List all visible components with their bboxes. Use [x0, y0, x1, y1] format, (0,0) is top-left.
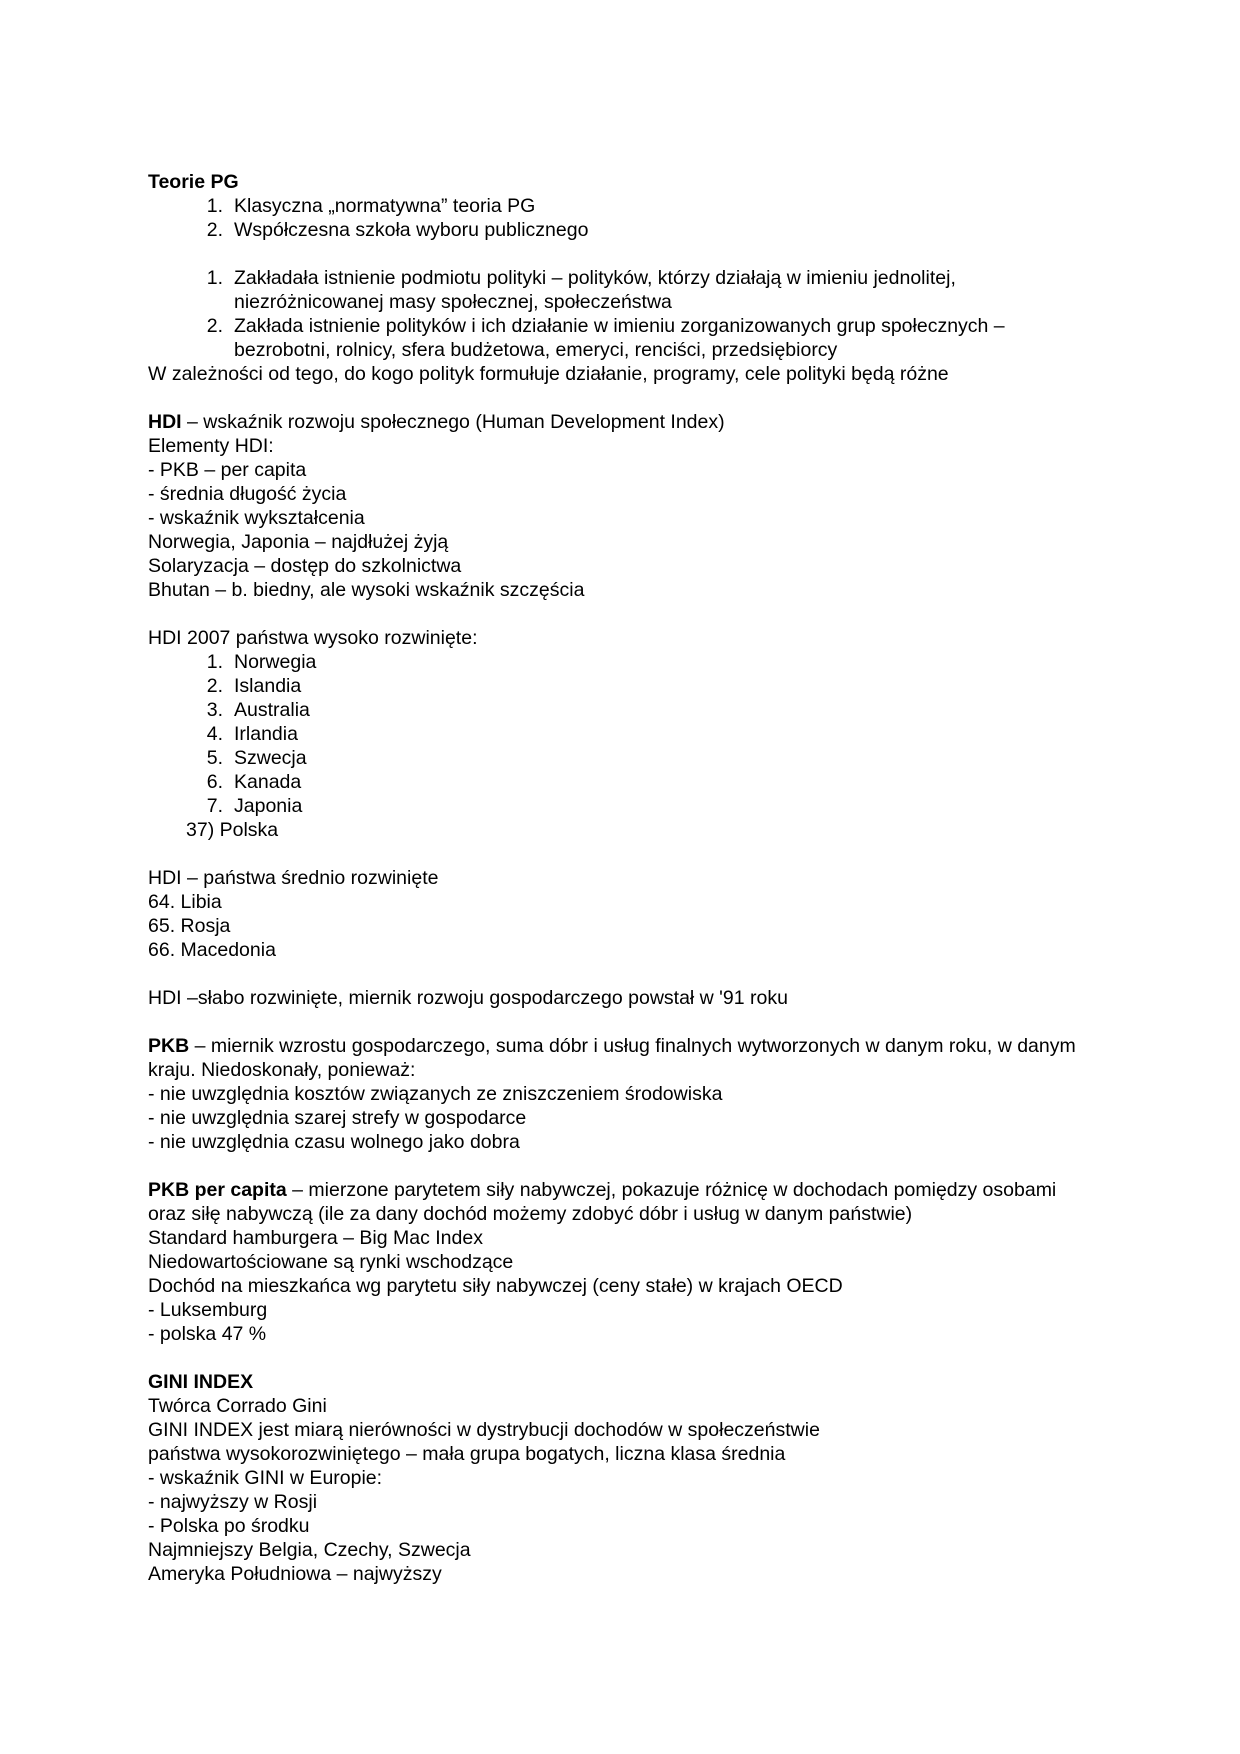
text-line: - Polska po środku: [148, 1515, 310, 1537]
text-line: HDI 2007 państwa wysoko rozwinięte:: [148, 627, 478, 649]
list-item: 7. Japonia: [206, 795, 303, 817]
text-line: Standard hamburgera – Big Mac Index: [148, 1227, 483, 1249]
list-item: 1. Zakładała istnienie podmiotu polityki – polityków, którzy działają w imieniu jednolitej, niezróżnicowanej masy społecznej, społeczeństwa: [206, 267, 956, 313]
text-line: 66. Macedonia: [148, 939, 276, 961]
list-item: 2. Współczesna szkoła wyboru publicznego: [206, 219, 589, 241]
text-line: - Luksemburg: [148, 1299, 268, 1321]
text-line: Twórca Corrado Gini: [148, 1395, 327, 1417]
list-item: 6. Kanada: [206, 771, 302, 793]
text-line: - nie uwzględnia kosztów związanych ze zniszczeniem środowiska: [148, 1083, 723, 1105]
text-line: Elementy HDI:: [148, 435, 274, 457]
list-item: 2. Islandia: [206, 675, 302, 697]
text-line: - wskaźnik wykształcenia: [148, 507, 365, 529]
text-line: Norwegia, Japonia – najdłużej żyją: [148, 531, 449, 553]
text-line: Niedowartościowane są rynki wschodzące: [148, 1251, 514, 1273]
hdi-definition: HDI – wskaźnik rozwoju społecznego (Human Development Index): [148, 411, 725, 433]
text-line: Najmniejszy Belgia, Czechy, Szwecja: [148, 1539, 471, 1561]
text-line: Solaryzacja – dostęp do szkolnictwa: [148, 555, 462, 577]
list-item: 1. Norwegia: [206, 651, 317, 673]
list-item: 37) Polska: [186, 819, 279, 841]
list-item: 4. Irlandia: [206, 723, 298, 745]
text-line: Dochód na mieszkańca wg parytetu siły nabywczej (ceny stałe) w krajach OECD: [148, 1275, 843, 1297]
text-line: GINI INDEX jest miarą nierówności w dystrybucji dochodów w społeczeństwie: [148, 1419, 820, 1441]
section-title-teorie-pg: Teorie PG: [148, 171, 239, 193]
list-item: 1. Klasyczna „normatywna” teoria PG: [206, 195, 536, 217]
section-title-gini: GINI INDEX: [148, 1371, 254, 1393]
text-line: Bhutan – b. biedny, ale wysoki wskaźnik szczęścia: [148, 579, 585, 601]
text-line: HDI –słabo rozwinięte, miernik rozwoju gospodarczego powstał w '91 roku: [148, 987, 788, 1009]
list-item: 5. Szwecja: [206, 747, 307, 769]
text-line: - najwyższy w Rosji: [148, 1491, 318, 1513]
text-line: - średnia długość życia: [148, 483, 347, 505]
text-line: Ameryka Południowa – najwyższy: [148, 1563, 442, 1585]
text-line: HDI – państwa średnio rozwinięte: [148, 867, 439, 889]
document-page: [148, 170, 1108, 1586]
text-line: - nie uwzględnia czasu wolnego jako dobra: [148, 1131, 520, 1153]
text-line: 65. Rosja: [148, 915, 231, 937]
text-line: 64. Libia: [148, 891, 222, 913]
pkb-per-capita-definition: PKB per capita – mierzone parytetem siły nabywczej, pokazuje różnicę w dochodach pomiędzy osobami oraz siłę nabywczą (ile za dany dochód możemy zdobyć dóbr i usług w danym państwie): [148, 1179, 1057, 1225]
text-line: państwa wysokorozwiniętego – mała grupa bogatych, liczna klasa średnia: [148, 1443, 786, 1465]
text-line: - PKB – per capita: [148, 459, 307, 481]
list-item: 2. Zakłada istnienie polityków i ich działanie w imieniu zorganizowanych grup społecznych – bezrobotni, rolnicy, sfera budżetowa, emeryci, renciści, przedsiębiorcy: [206, 315, 1005, 361]
pkb-definition: PKB – miernik wzrostu gospodarczego, suma dóbr i usług finalnych wytworzonych w danym roku, w danym kraju. Niedoskonały, ponieważ:: [148, 1035, 1076, 1081]
text-line: - wskaźnik GINI w Europie:: [148, 1467, 383, 1489]
text-line: - polska 47 %: [148, 1323, 267, 1345]
text-line: - nie uwzględnia szarej strefy w gospodarce: [148, 1107, 527, 1129]
list-item: 3. Australia: [206, 699, 310, 721]
paragraph: W zależności od tego, do kogo polityk formułuje działanie, programy, cele polityki będą różne: [148, 363, 949, 385]
